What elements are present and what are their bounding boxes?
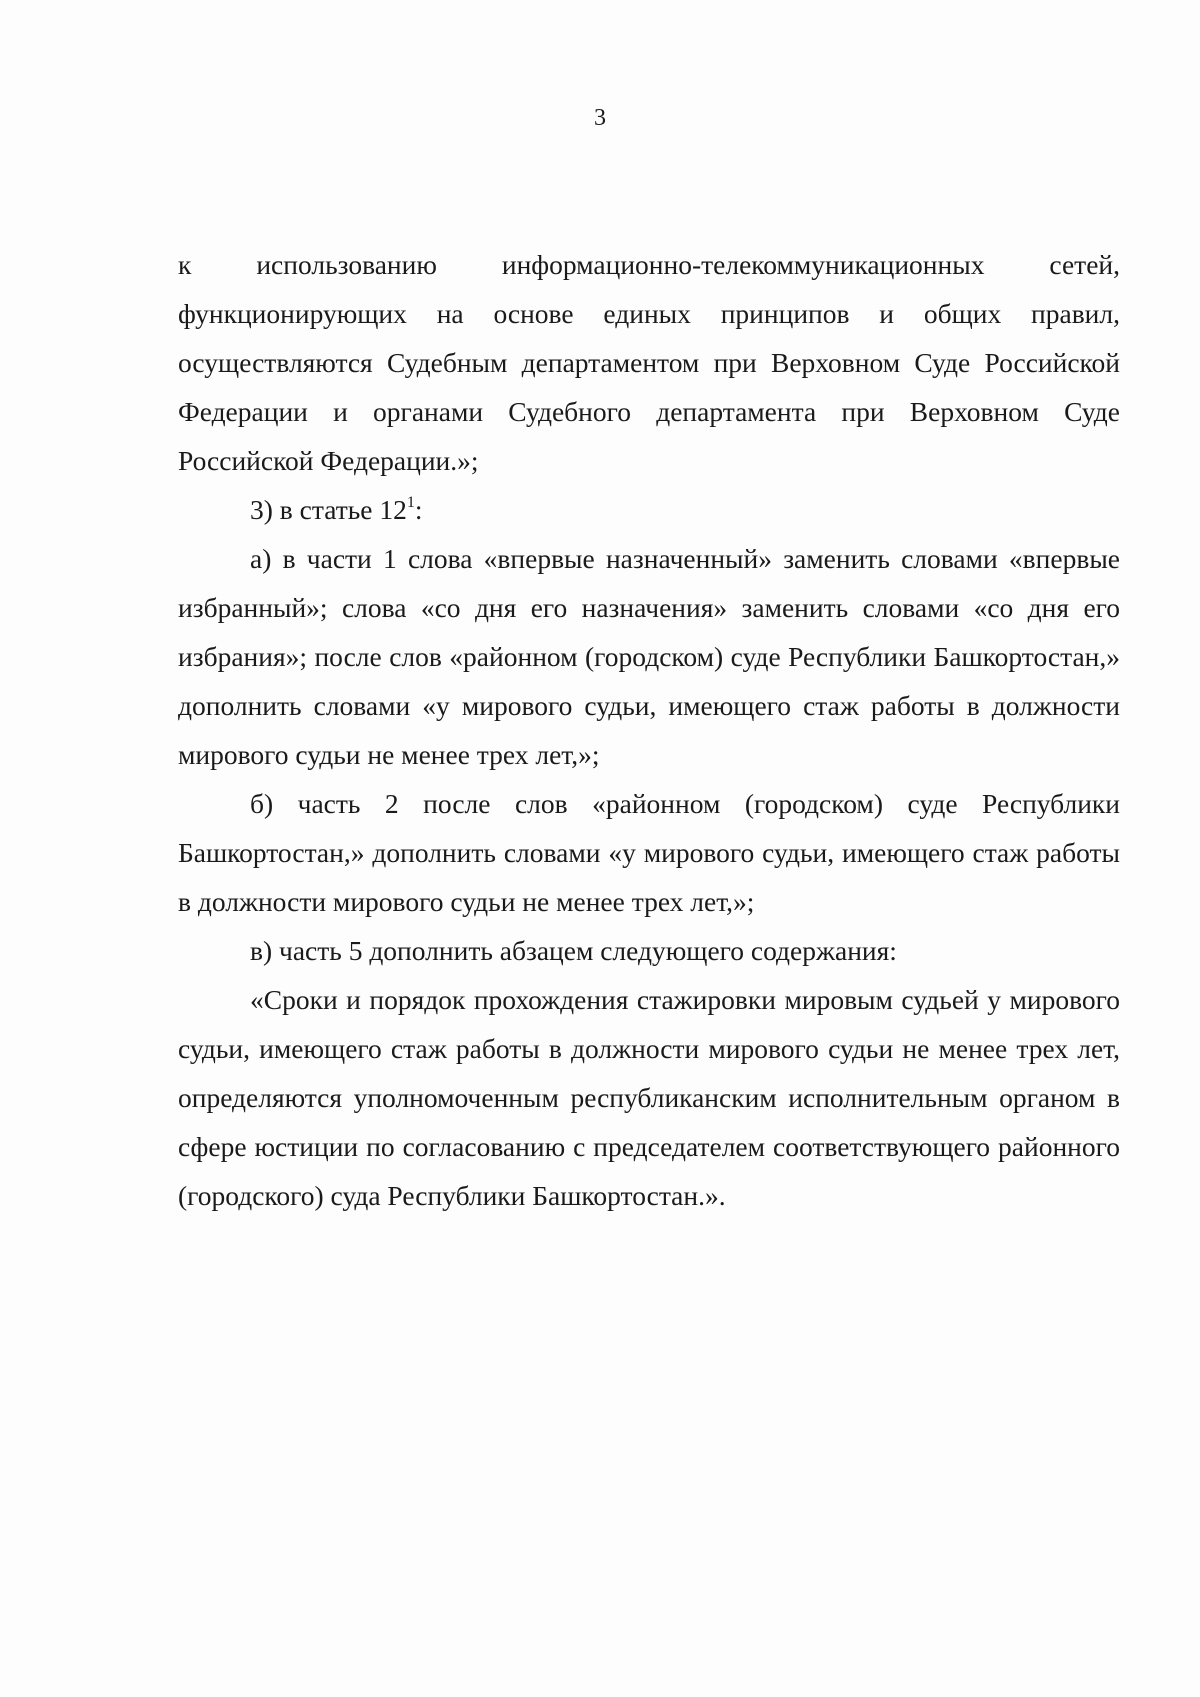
page-number: 3 — [594, 105, 606, 131]
paragraph-subitem-b: б) часть 2 после слов «районном (городском) суде Республики Башкортостан,» дополнить словами «у мирового судьи, имеющего стаж работы в должности мирового судьи не менее трех лет,»; — [178, 788, 1120, 917]
paragraph-item-3 — [178, 485, 1120, 534]
item-3-text: 3) в статье 12 — [250, 494, 407, 525]
item-3-suffix: : — [414, 494, 423, 525]
paragraph-subitem-a: а) в части 1 слова «впервые назначенный» заменить словами «впервые избранный»; слова «со дня его назначения» заменить словами «со дня его избрания»; после слов «районном (городском) суде Республики Башкортостан,» дополнить словами «у мирового судьи, имеющего стаж работы в должности мирового судьи не менее трех лет,»; — [178, 543, 1120, 770]
item-3-superscript: 1 — [406, 494, 415, 511]
paragraph-continuation: к использованию информационно-телекоммуникационных сетей, функционирующих на основе единых принципов и общих правил, осуществляются Судебным департаментом при Верховном Суде Российской Федерации и органами Судебного департамента при Верховном Суде Российской Федерации.»; — [178, 249, 1120, 476]
document-body — [178, 240, 1120, 1220]
paragraph-subitem-v: в) часть 5 дополнить абзацем следующего содержания: — [250, 935, 897, 966]
paragraph-quoted-text: «Сроки и порядок прохождения стажировки мировым судьей у мирового судьи, имеющего стаж работы в должности мирового судьи не менее трех лет, определяются уполномоченным республиканским исполнительным органом в сфере юстиции по согласованию с председателем соответствующего районного (городского) суда Республики Башкортостан.». — [178, 984, 1120, 1211]
